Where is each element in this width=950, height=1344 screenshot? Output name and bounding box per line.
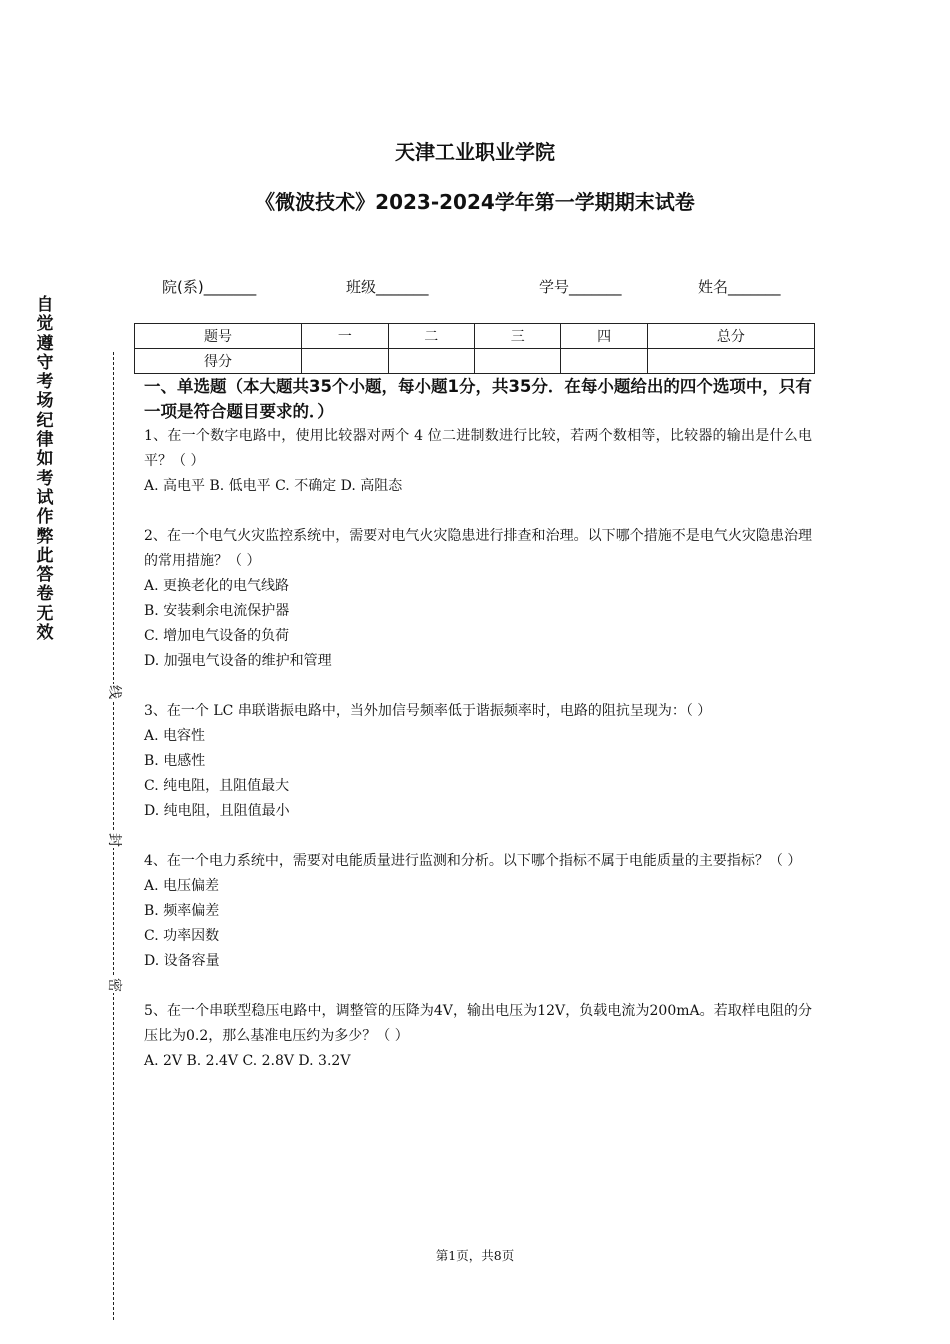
question-options: A. 2V B. 2.4V C. 2.8V D. 3.2V	[144, 1053, 351, 1069]
exam-content	[144, 374, 812, 1074]
seal-mark-seal: 封	[106, 833, 122, 847]
question-5	[144, 999, 812, 1074]
score-table-cell: 总分	[647, 324, 814, 349]
option-d: D. 纯电阻，且阻值最小	[144, 803, 290, 819]
option-b: B. 电感性	[144, 753, 206, 769]
score-table-cell: 题号	[135, 324, 302, 349]
option-d: D. 加强电气设备的维护和管理	[144, 653, 332, 669]
option-c: C. 增加电气设备的负荷	[144, 628, 290, 644]
score-table-cell: 得分	[135, 349, 302, 374]
section-heading: 一、单选题（本大题共35个小题，每小题1分，共35分．在每小题给出的四个选项中，只有一项是符合题目要求的．）	[144, 377, 812, 421]
question-text: 3、在一个 LC 串联谐振电路中，当外加信号频率低于谐振频率时，电路的阻抗呈现为：（ ）	[144, 703, 712, 719]
question-3	[144, 699, 812, 824]
seal-mark-secret: 密	[106, 978, 122, 992]
option-c: C. 功率因数	[144, 928, 220, 944]
side-note: 自觉遵守考场纪律如考试作弊此答卷无效	[36, 295, 54, 644]
score-table	[134, 323, 815, 374]
class-field: 班级_______	[346, 278, 429, 296]
score-entry-cell	[388, 349, 474, 374]
page-footer: 第1页，共8页	[435, 1248, 515, 1263]
score-table-cell: 一	[302, 324, 388, 349]
score-entry-cell	[474, 349, 560, 374]
score-table-cell: 三	[474, 324, 560, 349]
option-a: A. 电压偏差	[144, 878, 220, 894]
question-1	[144, 424, 812, 499]
department-field: 院(系)_______	[162, 278, 257, 296]
score-entry-cell	[647, 349, 814, 374]
score-table-cell: 二	[388, 324, 474, 349]
question-text: 1、在一个数字电路中，使用比较器对两个 4 位二进制数进行比较，若两个数相等，比较器的输出是什么电平？（ ）	[144, 428, 812, 469]
question-text: 5、在一个串联型稳压电路中，调整管的压降为4V，输出电压为12V，负载电流为200mA。若取样电阻的分压比为0.2，那么基准电压约为多少？（ ）	[144, 1003, 812, 1044]
seal-mark-line: 线	[106, 685, 122, 699]
question-text: 4、在一个电力系统中，需要对电能质量进行监测和分析。以下哪个指标不属于电能质量的主要指标？（ ）	[144, 853, 802, 869]
score-entry-cell	[561, 349, 647, 374]
score-table-score-row	[135, 349, 815, 374]
student-id-field: 学号_______	[539, 278, 622, 296]
option-b: B. 安装剩余电流保护器	[144, 603, 290, 619]
question-4	[144, 849, 812, 974]
school-name: 天津工业职业学院	[395, 140, 555, 164]
name-field: 姓名_______	[698, 278, 781, 296]
option-a: A. 更换老化的电气线路	[144, 578, 290, 594]
option-d: D. 设备容量	[144, 953, 220, 969]
question-text: 2、在一个电气火灾监控系统中，需要对电气火灾隐患进行排查和治理。以下哪个措施不是电气火灾隐患治理的常用措施？（ ）	[144, 528, 812, 569]
score-table-header-row	[135, 324, 815, 349]
question-options: A. 高电平 B. 低电平 C. 不确定 D. 高阻态	[144, 478, 403, 494]
score-table-cell: 四	[561, 324, 647, 349]
score-entry-cell	[302, 349, 388, 374]
question-2	[144, 524, 812, 674]
option-b: B. 频率偏差	[144, 903, 220, 919]
exam-title: 《微波技术》2023-2024学年第一学期期末试卷	[255, 190, 695, 214]
option-a: A. 电容性	[144, 728, 206, 744]
option-c: C. 纯电阻，且阻值最大	[144, 778, 290, 794]
